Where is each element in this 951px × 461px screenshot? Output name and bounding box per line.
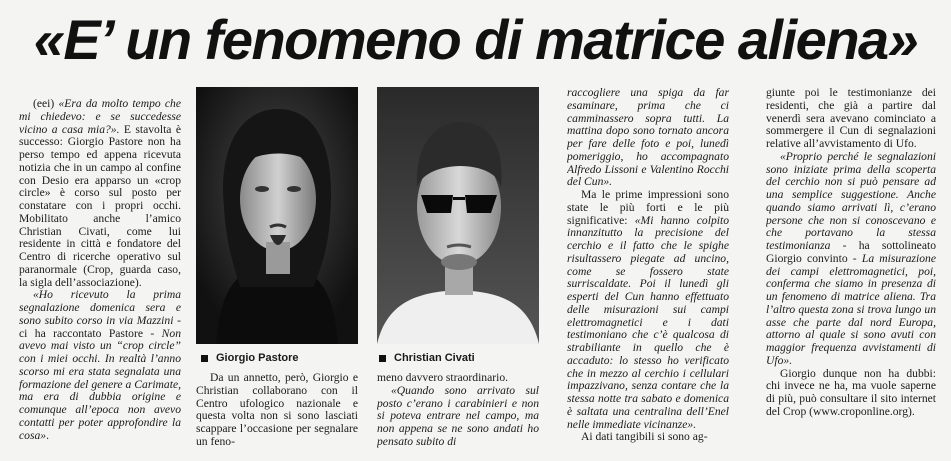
body-text: (eei) xyxy=(33,98,59,110)
photo-christian-civati xyxy=(377,87,539,344)
photo-caption-left: Giorgio Pastore xyxy=(201,352,299,364)
portrait-man-sunglasses xyxy=(377,87,539,344)
paragraph xyxy=(19,98,181,289)
portrait-man-long-hair xyxy=(196,87,358,344)
quote-text: «Ho ricevuto la prima segnalazione domenica sera e sono subito corso in via Mazzini xyxy=(19,288,181,327)
quote-text: Non avevo mai visto un “crop circle” con i miei occhi. In realtà l’anno scorso mi era stata segnalata una formazione del genere a Carimate, ma era di dubbia origine e comunque all’epoca non avevo contatti per poter approfondire la cosa» xyxy=(19,326,181,442)
article-column-5 xyxy=(766,87,936,459)
body-text: - ha sottolineato Giorgio convinto - xyxy=(766,239,936,265)
quote-text: La misurazione dei campi elettromagnetici, poi, conferma che siamo in presenza di un fenomeno di matrice aliena. Tra l’altro questa zona si trova lungo un asse che parte dal nord Europa, attorno al quale si sono avuti con maggior frequenza avvistamenti di Ufo». xyxy=(766,251,936,367)
body-text: Ma le prime impressioni sono state le più forti e le più significative: xyxy=(567,188,729,227)
paragraph xyxy=(766,151,936,368)
body-text: E stavolta è successo: Giorgio Pastore non ha perso tempo ed appena ricevuta notizia che in un campo al confine con Desio era apparso un «crop circle» è corso sul posto per constatare con i propri occhi. Mobilitato anche l’amico Christian Civati, come lui residente in città e fondatore del Centro di ricerche operativo sul paranormale (Crop, guarda caso, la sigla dell’associazione). xyxy=(19,122,181,289)
quote-text: «Proprio perché le segnalazioni sono iniziate prima della scoperta del cerchio non si può pensare ad una semplice suggestione. Anche quando siamo arrivati lì, c’erano persone che non si conoscevano e che portavano la stessa testimonianza xyxy=(766,149,936,252)
body-text: giunte poi le testimonianze dei residenti, che già a partire dal venerdì sera avevano cominciato a sommergere il Cun di segnalazioni relative all’avvistamento di Ufo. xyxy=(766,87,936,150)
paragraph xyxy=(567,431,729,444)
photo-caption-right: Christian Civati xyxy=(379,352,475,364)
paragraph xyxy=(377,385,539,449)
paragraph xyxy=(766,368,936,419)
quote-text: «Era da molto tempo che mi chiedevo: e se succedesse vicino a casa mia?». xyxy=(19,98,181,136)
article-column-2 xyxy=(196,372,358,461)
paragraph xyxy=(567,87,729,189)
photo-giorgio-pastore xyxy=(196,87,358,344)
article-column-1 xyxy=(19,98,181,458)
paragraph xyxy=(19,289,181,442)
body-text: . xyxy=(46,428,49,442)
body-text: - ci ha raccontato Pastore - xyxy=(19,313,181,340)
article-column-3 xyxy=(377,372,539,461)
body-text: meno davvero straordinario. xyxy=(377,372,509,384)
body-text: Ai dati tangibili si sono ag- xyxy=(581,430,708,444)
paragraph xyxy=(196,372,358,449)
headline: «E’ un fenomeno di matrice aliena» xyxy=(33,8,918,71)
quote-text: «Quando sono arrivato sul posto c’erano i carabinieri e non si poteva entrare nel campo, ma non appena se ne sono andati ho pensato subito di xyxy=(377,383,539,448)
quote-text: raccogliere una spiga da far esaminare, prima che ci camminassero sopra tutti. La mattina dopo sono tornato ancora per fare delle foto e poi, lunedì pomeriggio, ho accompagnato Alfredo Lissoni e Valentino Rocchi del Cun». xyxy=(567,87,729,189)
quote-text: «Mi hanno colpito innanzitutto la precisione del cerchio e il fatto che le spighe risultassero piegate ad uncino, come se fossero state surriscaldate. Poi il lunedì gli esperti del Cun hanno effettuato delle misurazioni sui campi elettromagnetici e i dati testimoniano che c’è qualcosa di strabiliante in quello che è accaduto: lo stesso ho verificato che in mezzo al cerchio i cellulari impazzivano, senza contare che la stessa notte tra sabato e domenica è saltata una centralina dell’Enel nelle immediate vicinanze». xyxy=(567,213,729,431)
paragraph xyxy=(766,87,936,151)
paragraph xyxy=(567,189,729,431)
body-text: Da un annetto, però, Giorgio e Christian collaborano con il Centro ufologico nazionale e questa volta non si sono lasciati scappare l’occasione per segnalare un feno- xyxy=(196,372,358,448)
body-text: Giorgio dunque non ha dubbi: chi invece ne ha, ma vuole saperne di più, può consultare il sito internet del Crop (www.croponline.org). xyxy=(766,366,936,418)
article-column-4 xyxy=(567,87,729,459)
